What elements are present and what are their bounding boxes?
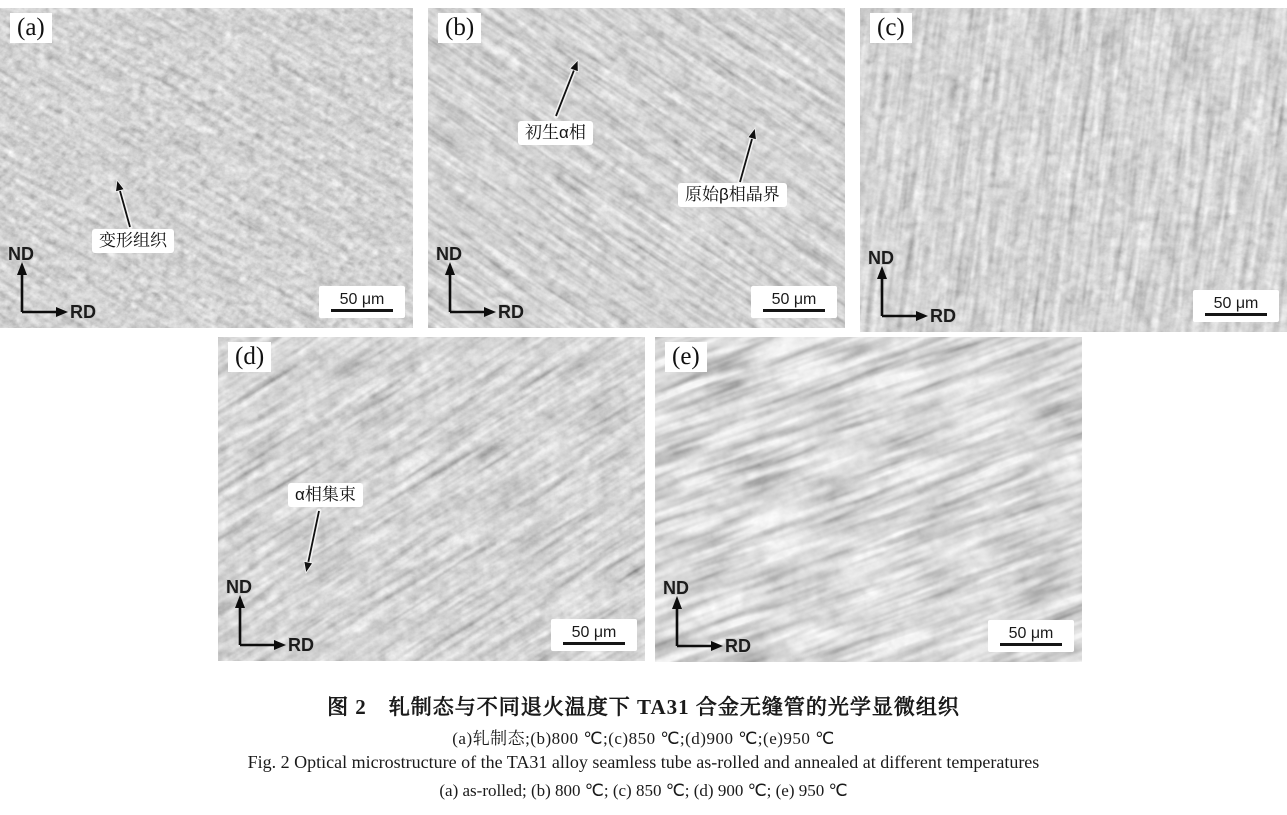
scale-bar [551,619,637,651]
scale-bar-label: 50 μm [771,290,817,308]
micrograph-panel-a [0,8,413,328]
nd-rd-axes [6,244,106,326]
annotation-text: 变形组织 [99,231,167,250]
figure-caption-zh-title: 图 2 轧制态与不同退火温度下 TA31 合金无缝管的光学显微组织 [327,695,960,719]
panel-letter-label: (a) [10,13,52,43]
scale-bar-line [1205,313,1267,316]
figure-caption-zh-sub: (a)轧制态;(b)800 ℃;(c)850 ℃;(d)900 ℃;(e)950 ℃ [452,729,835,748]
rd-axis-label: RD [288,635,314,655]
scale-bar [1193,290,1279,322]
scale-bar-line [563,642,625,645]
annotation-arrow-icon [732,122,766,188]
annotation-text: 原始β相晶界 [685,185,780,204]
nd-axis-label: ND [436,244,462,264]
annotation-alpha-colony [288,483,363,507]
annotation-primary-alpha [518,121,593,145]
figure-caption-en-sub: (a) as-rolled; (b) 800 ℃; (c) 850 ℃; (d) 900 ℃; (e) 950 ℃ [439,781,848,800]
annotation-arrow-icon [298,507,328,581]
rd-axis-label: RD [498,302,524,322]
scale-bar [988,620,1074,652]
annotation-arrow-icon [108,174,138,232]
scale-bar-line [1000,643,1062,646]
panel-letter-label: (c) [870,13,912,43]
nd-rd-axes [661,578,761,660]
rd-axis-label: RD [930,306,956,326]
nd-rd-axes [224,577,324,659]
figure-caption-en-title: Fig. 2 Optical microstructure of the TA31 alloy seamless tube as-rolled and annealed at different temperatures [247,752,1040,772]
nd-rd-axes [866,248,966,330]
rd-axis-label: RD [725,636,751,656]
rd-axis-label: RD [70,302,96,322]
micrograph-panel-d [218,337,645,661]
panel-letter-label: (b) [438,13,481,43]
nd-axis-label: ND [8,244,34,264]
micrograph-panel-b [428,8,845,328]
micrograph-panel-c [860,8,1287,332]
panel-letter-label: (d) [228,342,271,372]
nd-axis-label: ND [663,578,689,598]
nd-axis-label: ND [868,248,894,268]
scale-bar [751,286,837,318]
annotation-text: α相集束 [295,485,356,504]
scale-bar [319,286,405,318]
scale-bar-label: 50 μm [1213,294,1259,312]
scale-bar-line [763,309,825,312]
micrograph-panel-e [655,337,1082,662]
nd-axis-label: ND [226,577,252,597]
scale-bar-line [331,309,393,312]
annotation-prior-beta-boundary [678,183,787,207]
scale-bar-label: 50 μm [571,623,617,641]
panel-letter-label: (e) [665,342,707,372]
annotation-arrow-icon [550,52,584,120]
scale-bar-label: 50 μm [1008,624,1054,642]
scale-bar-label: 50 μm [339,290,385,308]
nd-rd-axes [434,244,534,326]
annotation-text: 初生α相 [525,123,586,142]
